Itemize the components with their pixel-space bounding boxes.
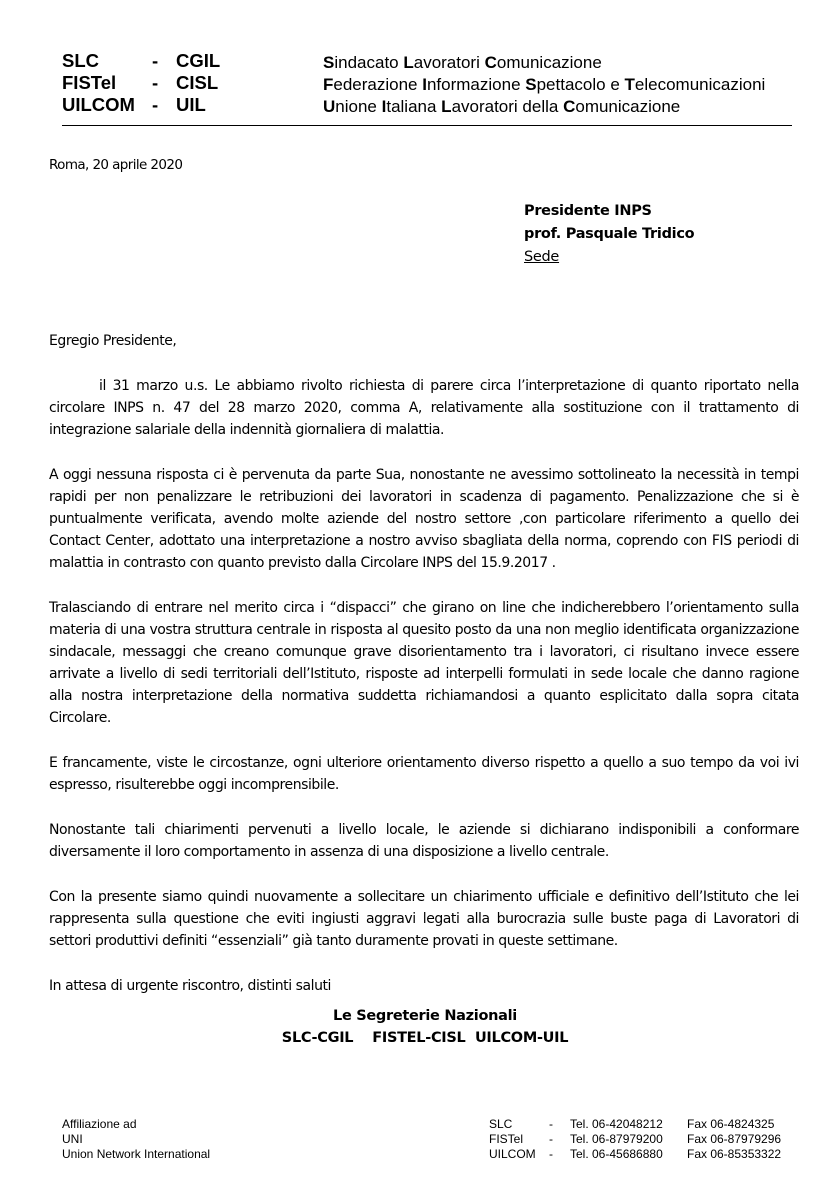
- letterhead-union-abbreviations: [62, 50, 220, 116]
- word-rest: omunicazione: [496, 53, 602, 72]
- union-abbr: SLC: [62, 50, 99, 71]
- initial: C: [563, 97, 576, 116]
- dash: -: [549, 1117, 553, 1131]
- initial: F: [323, 75, 334, 94]
- letterhead-row-slc: [62, 50, 220, 72]
- initial: S: [323, 53, 335, 72]
- contact-fax: Fax 06-87979296: [687, 1132, 782, 1146]
- word-rest: ederazione: [333, 75, 423, 94]
- contact-row-slc: [489, 1117, 781, 1132]
- closing-line: In attesa di urgente riscontro, distinti saluti: [49, 978, 331, 994]
- contact-org: UILCOM: [489, 1147, 536, 1161]
- word-rest: indacato: [334, 53, 404, 72]
- letterhead-union-full-names: [323, 52, 765, 118]
- dash: -: [152, 72, 159, 93]
- confederation: CGIL: [176, 50, 221, 71]
- dash: -: [549, 1147, 553, 1161]
- full-name-slc: [323, 52, 765, 74]
- body-paragraph-6: Con la presente siamo quindi nuovamente a sollecitare un chiarimento ufficiale e definitivo dell’Istituto che lei rappresenta sulla questione che eviti ingiusti aggravi legati alla burocrazia sulle buste paga di Lavoratori di settori produttivi definiti “essenziali” già tanto duramente provati in queste settimane.: [49, 889, 799, 949]
- dash: -: [152, 50, 159, 71]
- contact-org: FISTel: [489, 1132, 524, 1146]
- contact-tel: Tel. 06-87979200: [570, 1132, 663, 1146]
- contact-row-uilcom: [489, 1147, 781, 1162]
- full-name-uilcom: [323, 96, 765, 118]
- footer-affiliation: [62, 1117, 210, 1162]
- body-paragraph-4: E francamente, viste le circostanze, ogni ulteriore orientamento diverso rispetto a quello a suo tempo da voi ivi espresso, risulterebbe oggi incomprensibile.: [49, 755, 799, 793]
- affiliation-line: Union Network International: [62, 1147, 211, 1161]
- contact-tel: Tel. 06-42048212: [570, 1117, 663, 1131]
- affiliation-line: UNI: [62, 1132, 83, 1146]
- body-paragraph-1: il 31 marzo u.s. Le abbiamo rivolto richiesta di parere circa l’interpretazione di quanto riportato nella circolare INPS n. 47 del 28 marzo 2020, comma A, relativamente alla sostituzione con il trattamento di integrazione salariale della indennità giornaliera di malattia.: [49, 378, 799, 438]
- contact-fax: Fax 06-4824325: [687, 1117, 775, 1131]
- footer-contacts: [489, 1117, 781, 1162]
- word-rest: elecomunicazioni: [634, 75, 766, 94]
- union-abbr: FISTel: [62, 72, 117, 93]
- signature-block: [240, 1005, 610, 1049]
- word-rest: avoratori: [413, 53, 485, 72]
- word-rest: nformazione: [426, 75, 526, 94]
- letter-date: Roma, 20 aprile 2020: [49, 157, 183, 173]
- confederation: CISL: [176, 72, 219, 93]
- contact-row-fistel: [489, 1132, 781, 1147]
- letter-body: [49, 330, 799, 1020]
- letterhead-row-fistel: [62, 72, 220, 94]
- body-paragraph-2: A oggi nessuna risposta ci è pervenuta da parte Sua, nonostante ne avessimo sottolineato la necessità in tempi rapidi per non penalizzare le retribuzioni dei lavoratori in scadenza di pagamento. Penalizzazione che si è puntualmente verificata, avendo molte aziende del nostro settore ,con particolare riferimento a quello dei Contact Center, adottato una interpretazione a nostro avviso sbagliata della norma, coprendo con FIS periodi di malattia in contrasto con quanto previsto dalla Circolare INPS del 15.9.2017 .: [49, 467, 799, 571]
- addressee-block: [524, 200, 694, 269]
- initial: I: [422, 75, 427, 94]
- dash: -: [152, 94, 159, 115]
- letterhead-row-uilcom: [62, 94, 220, 116]
- initial: C: [484, 53, 497, 72]
- initial: S: [525, 75, 537, 94]
- body-paragraph-5: Nonostante tali chiarimenti pervenuti a livello locale, le aziende si dichiarano indisponibili a conformare diversamente il loro comportamento in assenza di una disposizione a livello centrale.: [49, 822, 799, 860]
- word-rest: omunicazione: [575, 97, 681, 116]
- affiliation-line: Affiliazione ad: [62, 1117, 137, 1131]
- initial: U: [323, 97, 336, 116]
- contact-tel: Tel. 06-45686880: [570, 1147, 663, 1161]
- initial: I: [381, 97, 387, 116]
- word-rest: avoratori della: [451, 97, 564, 116]
- word-rest: nione: [335, 97, 382, 116]
- initial: L: [441, 97, 452, 116]
- addressee-title: Presidente INPS: [524, 203, 652, 219]
- salutation: Egregio Presidente,: [49, 333, 177, 349]
- initial: T: [624, 75, 635, 94]
- signature-unions: SLC-CGIL FISTEL-CISL UILCOM-UIL: [281, 1030, 569, 1046]
- letterhead-divider: [62, 125, 792, 126]
- contact-org: SLC: [489, 1117, 513, 1131]
- confederation: UIL: [176, 94, 206, 115]
- addressee-name: prof. Pasquale Tridico: [524, 226, 695, 242]
- initial: L: [403, 53, 414, 72]
- full-name-fistel: [323, 74, 765, 96]
- body-paragraph-3: Tralasciando di entrare nel merito circa i “dispacci” che girano on line che indicherebbero l’orientamento sulla materia di una vostra struttura centrale in risposta al quesito posto da una non meglio identificata organizzazione sindacale, messaggi che creano comunque grave disorientamento tra i lavoratori, ci risultano invece essere arrivate a livello di sedi territoriali dell’Istituto, risposte ad interpelli formulati in sede locale che danno ragione alla nostra interpretazione della normativa suddetta richiamandosi a quanto esplicitato dalla sopra citata Circolare.: [49, 600, 799, 726]
- word-rest: taliana: [386, 97, 442, 116]
- contact-fax: Fax 06-85353322: [687, 1147, 782, 1161]
- signature-title: Le Segreterie Nazionali: [333, 1008, 517, 1024]
- dash: -: [549, 1132, 553, 1146]
- union-abbr: UILCOM: [62, 94, 135, 115]
- addressee-location: Sede: [524, 249, 560, 265]
- word-rest: pettacolo e: [536, 75, 625, 94]
